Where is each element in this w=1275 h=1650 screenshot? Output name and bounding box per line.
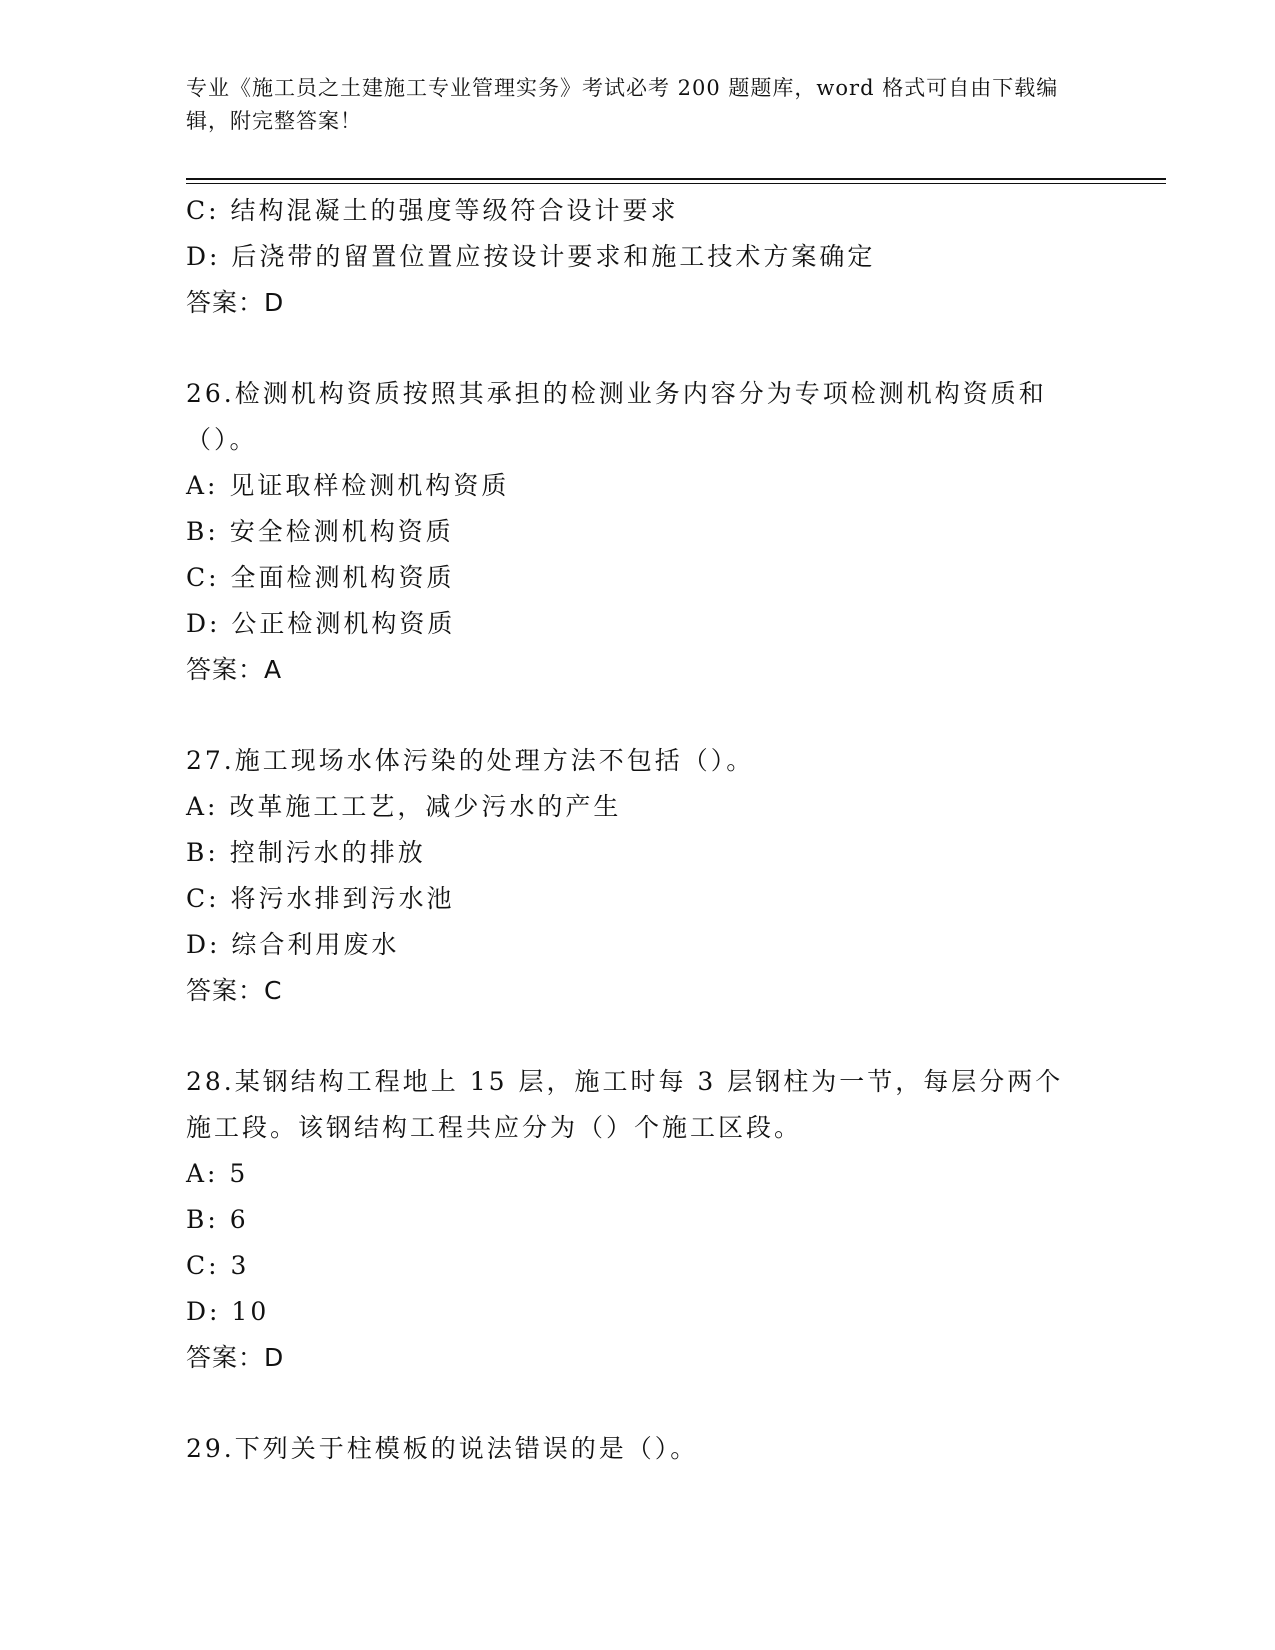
question-text: 27.施工现场水体污染的处理方法不包括（）。 [186,746,755,775]
option-c: C: 将污水排到污水池 [186,884,455,913]
option-c: C: 全面检测机构资质 [186,563,455,592]
option-c: C: 3 [186,1251,250,1280]
answer-line: 答案：D [186,288,285,317]
option-d: D: 后浇带的留置位置应按设计要求和施工技术方案确定 [186,242,876,271]
option-b: B: 控制污水的排放 [186,838,426,867]
question-text: 26.检测机构资质按照其承担的检测业务内容分为专项检测机构资质和（）。 [186,379,1047,454]
question-list [186,188,1086,1472]
option-a: A: 5 [186,1159,249,1188]
question-text: 28.某钢结构工程地上 15 层，施工时每 3 层钢柱为一节，每层分两个施工段。该钢结构工程共应分为（）个施工区段。 [186,1067,1064,1142]
answer-line: 答案：D [186,1343,285,1372]
option-a: A: 改革施工工艺，减少污水的产生 [186,792,622,821]
answer-line: 答案：A [186,655,283,684]
option-d: D: 公正检测机构资质 [186,609,456,638]
header-divider [186,178,1166,180]
option-a: A: 见证取样检测机构资质 [186,471,510,500]
question-text: 29.下列关于柱模板的说法错误的是（）。 [186,1434,699,1463]
option-d: D: 综合利用废水 [186,930,400,959]
header-divider-thin [186,183,1166,184]
document-header: 专业《施工员之土建施工专业管理实务》考试必考 200 题题库，word 格式可自由下载编辑，附完整答案！ [186,76,1059,133]
option-b: B: 6 [186,1205,249,1234]
option-c: C: 结构混凝土的强度等级符合设计要求 [186,196,679,225]
option-d: D: 10 [186,1297,270,1326]
option-b: B: 安全检测机构资质 [186,517,454,546]
answer-line: 答案：C [186,976,283,1005]
